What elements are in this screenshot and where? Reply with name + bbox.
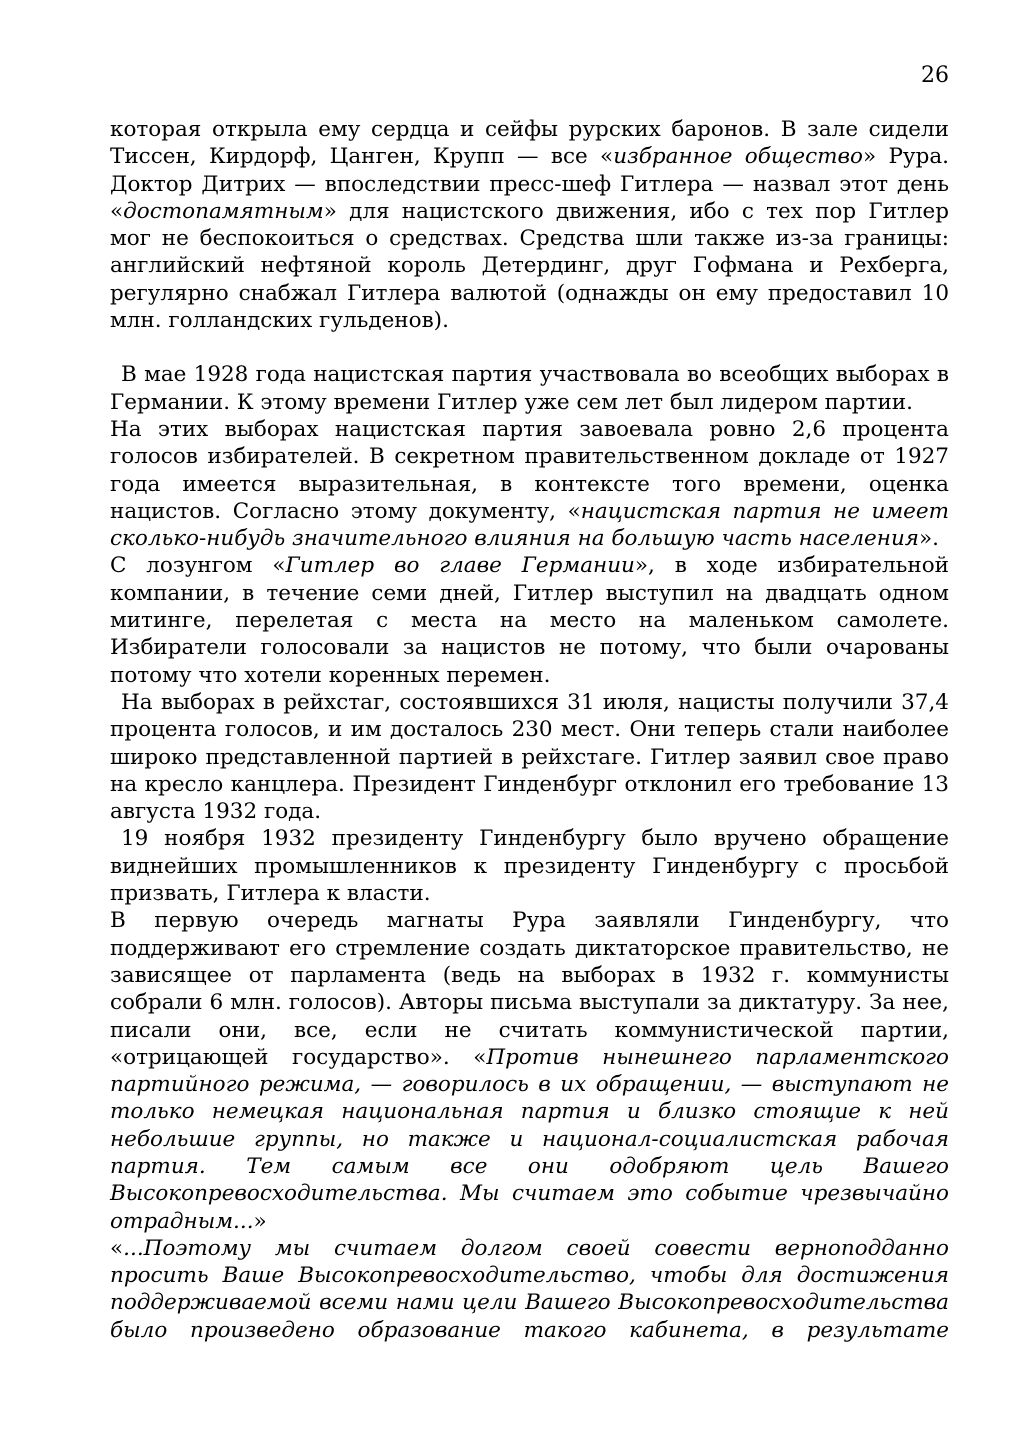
page-number: 26	[921, 63, 949, 88]
text-run: 19 ноября 1932 президенту Гинденбургу было вручено обращение виднейших промышленников к президенту Гинденбургу с просьбой призвать, Гитлера к власти.	[110, 826, 949, 907]
text-run: ».	[919, 526, 940, 552]
italic-text-run: достопамятным	[123, 198, 324, 224]
text-run: «	[110, 1235, 124, 1261]
document-body	[110, 116, 949, 1344]
text-run: В первую очередь магнаты Рура заявляли Гинденбургу, что поддерживают его стремление создать диктаторское правительство, не зависящее от парламента (ведь на выборах в 1932 г. коммунисты собрали 6 млн. голосов). Авторы письма выступали за диктатуру. За нее, писали они, все, если не считать коммунистической партии, «отрицающей государство». «	[110, 908, 949, 1070]
paragraph-5	[110, 689, 949, 825]
paragraph-3	[110, 416, 949, 552]
text-run: » для нацистского движения, ибо с тех пор Гитлер мог не беспокоиться о средствах. Средства шли также из-за границы: английский нефтяной король Детердинг, друг Гофмана и Рехберга, регулярно снабжал Гитлера валютой (однажды он ему предоставил 10 млн. голландских гульденов).	[110, 198, 949, 334]
text-run: », в ходе избирательной компании, в течение семи дней, Гитлер выступил на двадцать одном митинге, перелетая с места на место на маленьком самолете. Избиратели голосовали за нацистов не потому, что были очарованы потому что хотели коренных перемен.	[110, 553, 949, 688]
italic-text-run: Против нынешнего парламентского партийного режима, — говорилось в их обращении, — выступают не только немецкая национальная партия и близко стоящие к ней небольшие группы, но также и национал-социалистская рабочая партия. Тем самым все они одобряют цель Вашего Высокопревосходительства. Мы считаем это событие чрезвычайно отрадным...	[110, 1044, 949, 1234]
italic-text-run: ...Поэтому мы считаем долгом своей совести верноподданно просить Ваше Высокопревосходительство, чтобы для достижения поддерживаемой всеми нами цели Вашего Высокопревосходительства было произведено образование такого кабинета, в результате	[110, 1235, 949, 1343]
text-run: На этих выборах нацистская партия завоевала ровно 2,6 процента голосов избирателей. В секретном правительственном докладе от 1927 года имеется выразительная, в контексте того времени, оценка нацистов. Согласно этому документу, «	[110, 416, 949, 524]
paragraph-6	[110, 825, 949, 907]
text-run: »	[253, 1208, 267, 1234]
italic-text-run: Гитлер во главе Германии	[285, 553, 635, 579]
paragraph-1	[110, 116, 949, 334]
text-run: которая открыла ему сердца и сейфы рурских баронов. В зале сидели Тиссен, Кирдорф, Цанген, Крупп — все «	[110, 117, 949, 170]
paragraph-2	[110, 361, 949, 416]
text-run: На выборах в рейхстаг, состоявшихся 31 июля, нацисты получили 37,4 процента голосов, и им досталось 230 мест. Они теперь стали наиболее широко представленной партией в рейхстаге. Гитлер заявил свое право на кресло канцлера. Президент Гинденбург отклонил его требование 13 августа 1932 года.	[110, 689, 949, 825]
italic-text-run: нацистская партия не имеет сколько-нибудь значительного влияния на большую часть населения	[110, 498, 950, 552]
italic-text-run: избранное общество	[613, 144, 863, 170]
paragraph-7	[110, 907, 949, 1235]
text-run: В мае 1928 года нацистская партия участвовала во всеобщих выборах в Германии. К этому времени Гитлер уже сем лет был лидером партии.	[110, 362, 949, 415]
text-run: » Рура. Доктор Дитрих — впоследствии пресс-шеф Гитлера — назвал этот день «	[110, 144, 949, 224]
paragraph-4	[110, 552, 949, 688]
paragraph-8	[110, 1235, 949, 1344]
text-run: С лозунгом «	[110, 553, 286, 579]
